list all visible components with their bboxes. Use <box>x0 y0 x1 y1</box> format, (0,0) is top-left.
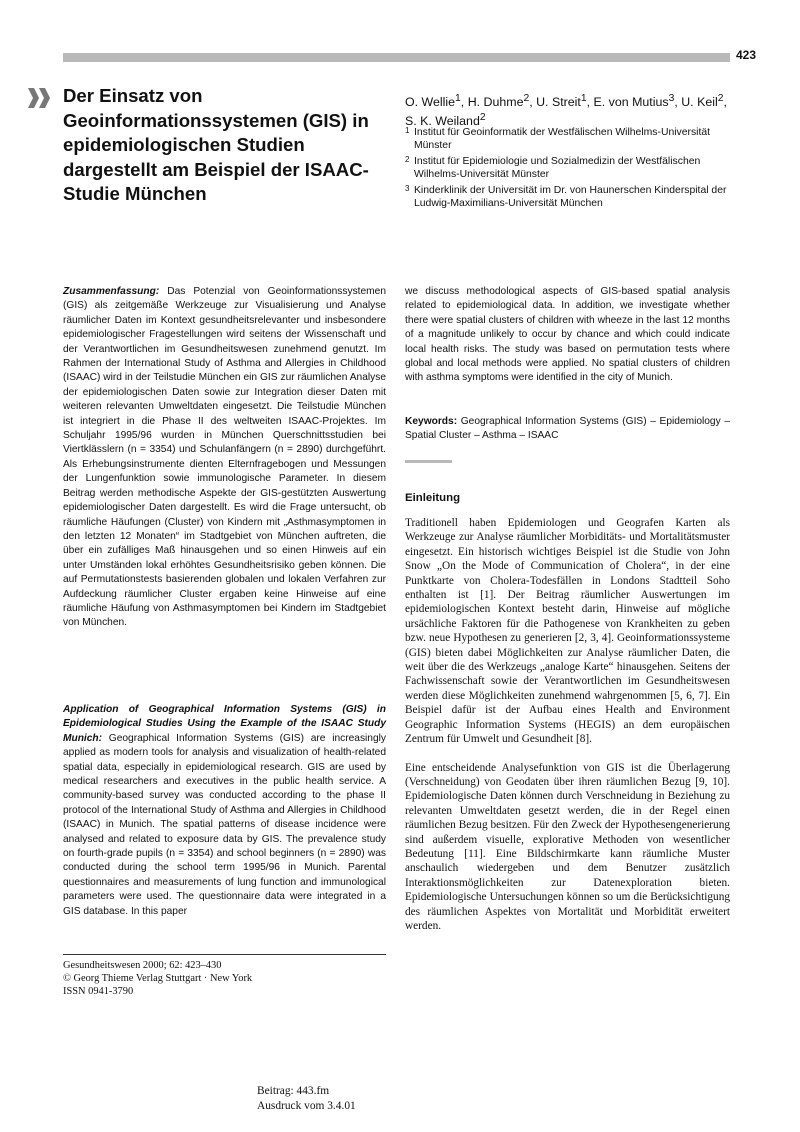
page-number: 423 <box>736 48 757 62</box>
production-date: Ausdruck vom 3.4.01 <box>257 1100 356 1112</box>
paragraph: Traditionell haben Epidemiologen und Geografen Karten als Werkzeuge zur Analyse räumlicher Morbiditäts- und Mortalitätsmuster eingesetzt. Ein historisch wichtiges Beispiel ist die Studie von John Snow „On the Mode of Communication of Cholera“, in der eine Punktkarte von Cholera-Todesfällen in Londons Stadtteil Soho enthalten ist [1]. Der Beitrag räumlicher Auswertungen im epidemiologischen Kontext besteht darin, Hinweise auf mögliche ursächliche Faktoren für die Pathogenese von Krankheiten zu geben bzw. neue Hypothesen zu generieren [2, 3, 4]. Geoinformationssysteme (GIS) bieten dabei Möglichkeiten zur Analyse räumlicher Daten, die weit über die des Werkzeugs „analoge Karte“ hinausgehen. Seitens der Fachwissenschaft sowie der Verantwortlichen im Gesundheitswesen werden diese Möglichkeiten zunehmend wahrgenommen [5, 6, 7]. Ein Beispiel dafür ist der Aufbau eines Health and Environment Geographic Information Systems (HEGIS) an dem europäischen Zentrum für Umwelt und Gesundheit [8]. <box>405 517 730 746</box>
abstract-german <box>63 285 386 631</box>
introduction-body <box>405 516 730 933</box>
issn: ISSN 0941-3790 <box>63 986 134 997</box>
abstract-english-text-part1: Geographical Information Systems (GIS) are increasingly applied as modern tools for analysis and visualization of health-related spatial data, especially in epidemiological research. GIS are used by medical researchers and executives in the public health service. A community-based survey was conducted according to the phase II protocol of the International Study of Asthma and Allergies in Childhood (ISAAC) in Munich. The spatial patterns of disease incidence were analysed and related to exposure data by GIS. The prevalence study on fourth-grade pupils (n = 3354) and school beginners (n = 2890) was conducted during the school term 1995/96 in Munich. Parental questionnaires and measurements of lung function and immunological parameters were used. The questionnaire data were integrated in a GIS database. In this paper <box>63 732 386 917</box>
paragraph: Eine entscheidende Analysefunktion von GIS ist die Überlagerung (Verschneidung) von Geodaten über ihren räumlichen Bezug [9, 10]. Epidemiologische Daten können durch Verschneidung in Beziehung zu relevanten Umweltdaten gesetzt werden, die in der Regel einen räumlichen Bezug besitzen. Für den Zweck der Hypothesengenerierung sind außerdem visuelle, explorative Methoden von wesentlicher Bedeutung [11]. Eine Bildschirmkarte kann räumliche Muster anschaulich wiedergeben und dem Benutzer zusätzlich Interaktionsmöglichkeiten zur Datenexploration bieten. Epidemiologische Untersuchungen können so um die Berücksichtigung des räumlichen Aspektes von Mortalität und Morbidität erweitert werden. <box>405 761 730 932</box>
journal-citation: Gesundheitswesen 2000; 62: 423–430 <box>63 960 222 971</box>
abstract-english <box>63 703 386 919</box>
author: U. Streit$^1$, <box>536 93 594 110</box>
abstract-english-label: Application of Geographical Information Systems (GIS) in Epidemiological Studies Using the Example of the ISAAC Study Munich: <box>63 704 386 744</box>
citation-footer <box>63 959 393 998</box>
abstract-german-label: Zusammenfassung: <box>63 286 160 297</box>
production-file: Beitrag: 443.fm <box>257 1085 330 1097</box>
author-list <box>405 91 740 129</box>
affiliation: 3 Kinderklinik der Universität im Dr. von Haunerschen Kinderspital der Ludwig-Maximilians-Universität München <box>405 184 727 209</box>
footer-rule <box>63 954 386 955</box>
keywords-label: Keywords: <box>405 416 458 427</box>
author: S. K. Weiland$^2$ <box>405 112 486 129</box>
keywords-text: Geographical Information Systems (GIS) – Epidemiology – Spatial Cluster – Asthma – ISAAC <box>405 416 730 442</box>
article-title: Der Einsatz von Geoinformationssystemen (GIS) in epidemiologischen Studien dargestellt am Beispiel der ISAAC-Studie München <box>63 85 369 205</box>
affiliation: 1 Institut für Geoinformatik der Westfälischen Wilhelms-Universität Münster <box>405 126 711 151</box>
author: H. Duhme$^2$, <box>467 93 537 110</box>
header-bar <box>63 53 730 62</box>
abstract-english-continued <box>405 285 730 386</box>
abstract-english-text-part2: we discuss methodological aspects of GIS-based spatial analysis related to epidemiological data. In addition, we investigate whether there were spatial clusters of children with wheeze in the last 12 months of a magnitude unlikely to occur by chance and which could indicate local health risks. The study was based on permutation tests where global and local methods were applied. No spatial clusters of children with asthma symptoms were identified in the city of Munich. <box>405 286 730 384</box>
affiliation: 2 Institut für Epidemiologie und Sozialmedizin der Westfälischen Wilhelms-Universität Münster <box>405 155 701 180</box>
keywords <box>405 415 730 444</box>
section-divider <box>405 460 452 463</box>
section-heading: Einleitung <box>405 492 461 504</box>
author: E. von Mutius$^3$, <box>593 93 682 110</box>
abstract-german-text: Das Potenzial von Geoinformationssystemen (GIS) als zeitgemäße Werkzeuge zur Visualisierung und Analyse räumlicher Daten im Kontext gesundheitsrelevanter und insbesondere epidemiologischer Fragestellungen wird seitens der Wissenschaft und der Verantwortlichen im Gesundheitswesen zunehmend genutzt. Im Rahmen der International Study of Asthma and Allergies in Childhood (ISAAC) wird in der Teilstudie München ein GIS zur räumlichen Analyse der epidemiologischen Daten sowie zur Integration dieser Daten mit weiteren relevanten Umweltdaten eingesetzt. Die Teilstudie München ist integriert in die Phase II des weltweiten ISAAC-Projektes. Im Schuljahr 1995/96 wurden in München Querschnittsstudien bei Viertklässlern (n = 3354) und Schulanfängern (n = 2890) durchgeführt. Als Erhebungsinstrumente dienten Elternfragebogen und Messungen der Lungenfunktion sowie immunologische Parameter. In diesem Beitrag werden methodische Aspekte der GIS-gestützten Auswertung epidemiologischer Daten dargestellt. Es wird die Frage untersucht, ob räumliche Häufungen (Cluster) von Kindern mit „Asthmasymptomen in den letzten 12 Monaten“ im Stadtgebiet von München auftreten, die über ein zufälliges Maß hinausgehen und so einen Hinweis auf ein unter Umständen lokal erhöhtes Gesundheitsrisiko geben können. Die auf Permutationstests basierenden globalen und lokalen Verfahren zur Aufdeckung räumlicher Cluster ergaben keine Hinweise auf eine räumliche Häufung von Asthmasymptomen bei Kindern im Stadtgebiet von München. <box>63 286 386 629</box>
author: U. Keil$^2$, <box>681 93 727 110</box>
production-note <box>257 1084 457 1114</box>
copyright: © Georg Thieme Verlag Stuttgart · New York <box>63 973 253 984</box>
author: O. Wellie$^1$, <box>405 93 468 110</box>
double-chevron-icon <box>28 88 52 108</box>
affiliation-list <box>405 126 740 213</box>
